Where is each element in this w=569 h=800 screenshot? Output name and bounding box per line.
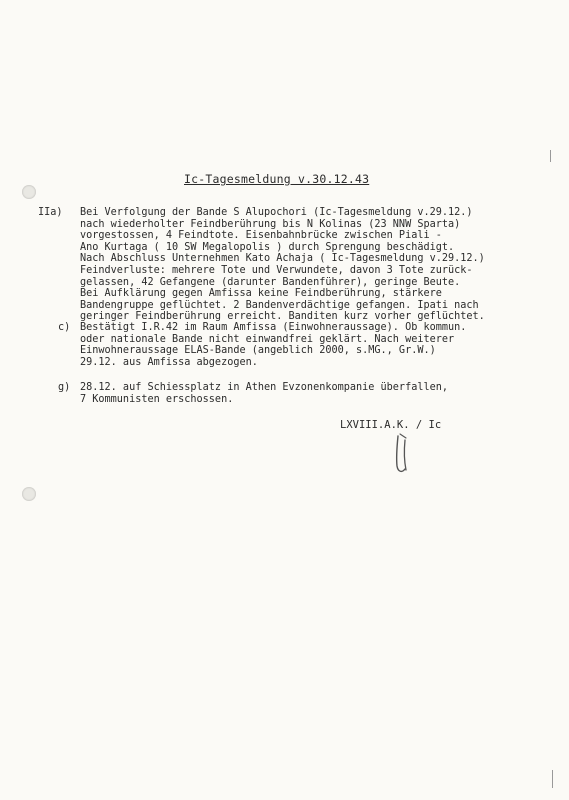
margin-mark <box>552 770 553 788</box>
text-line: vorgestossen, 4 Feindtote. Eisenbahnbrücke zwischen Piali - <box>80 230 442 242</box>
section-text <box>80 382 448 405</box>
text-line: 28.12. auf Schiessplatz in Athen Evzonenkompanie überfallen, <box>80 382 449 393</box>
sender-line: LXVIII.A.K. / Ic <box>340 419 442 431</box>
text-line: Einwohneraussage ELAS-Bande (angeblich 2000, s.MG., Gr.W.) <box>80 345 436 357</box>
signature-mark <box>388 432 418 476</box>
punch-hole <box>22 487 36 501</box>
punch-hole <box>22 185 36 199</box>
document-title: Ic-Tagesmeldung v.30.12.43 <box>184 172 370 186</box>
section-text <box>80 207 485 323</box>
margin-mark <box>550 150 551 162</box>
text-line: Nach Abschluss Unternehmen Kato Achaja ( Ic-Tagesmeldung v.29.12.) <box>80 253 485 265</box>
text-line: nach wiederholter Feindberührung bis N Kolinas (23 NNW Sparta) <box>80 218 461 230</box>
text-line: gelassen, 42 Gefangene (darunter Bandenführer), geringe Beute. <box>80 276 461 288</box>
text-line: Bei Verfolgung der Bande S Alupochori (Ic-Tagesmeldung v.29.12.) <box>80 207 473 218</box>
section-label: IIa) <box>38 207 63 218</box>
text-line: Bandengruppe geflüchtet. 2 Bandenverdächtige gefangen. Ipati nach <box>80 299 479 311</box>
text-line: Bestätigt I.R.42 im Raum Amfissa (Einwohneraussage). Ob kommun. <box>80 322 467 333</box>
section-text <box>80 322 466 368</box>
text-line: oder nationale Bande nicht einwandfrei geklärt. Nach weiterer <box>80 333 455 345</box>
text-line: Ano Kurtaga ( 10 SW Megalopolis ) durch Sprengung beschädigt. <box>80 241 455 253</box>
text-line: geringer Feindberührung erreicht. Banditen kurz vorher geflüchtet. <box>80 311 485 323</box>
handwritten-signature <box>388 432 418 480</box>
section-label: g) <box>58 382 71 393</box>
text-line: Feindverluste: mehrere Tote und Verwundete, davon 3 Tote zurück- <box>80 264 473 276</box>
text-line: Bei Aufklärung gegen Amfissa keine Feindberührung, stärkere <box>80 288 442 300</box>
section-label: c) <box>58 322 71 333</box>
text-line: 29.12. aus Amfissa abgezogen. <box>80 356 258 368</box>
text-line: 7 Kommunisten erschossen. <box>80 393 234 405</box>
